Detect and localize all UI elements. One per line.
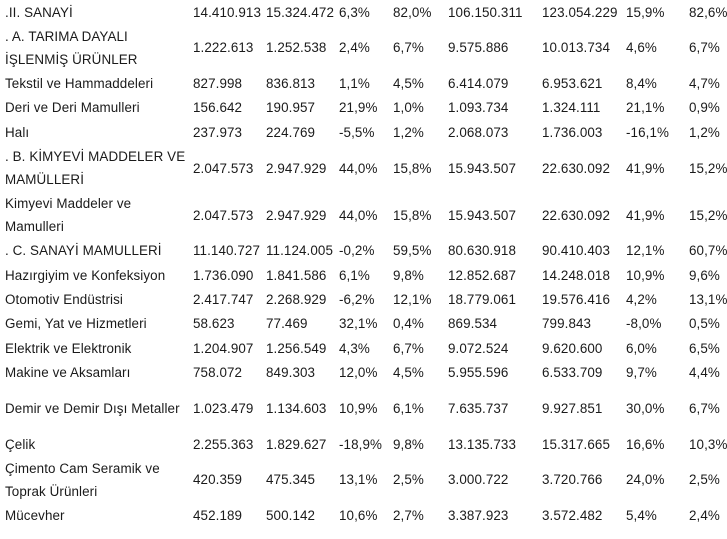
cell-value: 14.410.913 — [193, 4, 262, 20]
cell-value: 82,0% — [393, 4, 432, 20]
cell-value: 6.533.709 — [542, 365, 603, 381]
row-label: . C. SANAYİ MAMULLERİ — [5, 243, 162, 259]
table-row — [0, 312, 717, 336]
cell-value: 2.947.929 — [266, 207, 327, 223]
cell-value: 15,2% — [689, 207, 727, 223]
cell-value: 9.072.524 — [448, 340, 509, 356]
cell-value: 12,1% — [626, 243, 665, 259]
cell-value: 15,9% — [626, 4, 665, 20]
cell-value: 2.047.573 — [193, 207, 254, 223]
cell-value: 4,2% — [626, 292, 657, 308]
cell-value: 10,9% — [626, 267, 665, 283]
cell-value: 13.135.733 — [448, 436, 517, 452]
row-label: Çimento Cam Seramik ve Toprak Ürünleri — [5, 460, 160, 499]
cell-value: 420.359 — [193, 472, 243, 488]
table-row — [0, 24, 717, 71]
cell-value: 0,5% — [689, 316, 720, 332]
cell-value: 827.998 — [193, 76, 243, 92]
row-label: Elektrik ve Elektronik — [5, 340, 132, 356]
cell-value: 15.317.665 — [542, 436, 611, 452]
cell-value: 2.947.929 — [266, 160, 327, 176]
cell-value: 10,9% — [339, 400, 378, 416]
row-label: .II. SANAYİ — [5, 4, 73, 20]
cell-value: -18,9% — [339, 436, 383, 452]
cell-value: 2.255.363 — [193, 436, 254, 452]
cell-value: 9,6% — [689, 267, 720, 283]
cell-value: 9,8% — [393, 267, 424, 283]
cell-value: 15.943.507 — [448, 160, 517, 176]
cell-value: 9.620.600 — [542, 340, 603, 356]
table-row — [0, 263, 717, 287]
cell-value: 2.268.929 — [266, 292, 327, 308]
cell-value: -0,2% — [339, 243, 375, 259]
cell-value: 2,5% — [689, 472, 720, 488]
cell-value: 1.134.603 — [266, 400, 327, 416]
cell-value: 9,8% — [393, 436, 424, 452]
row-label: Makine ve Aksamları — [5, 365, 131, 381]
cell-value: 12,1% — [393, 292, 432, 308]
cell-value: 190.957 — [266, 100, 316, 116]
cell-value: 11.140.727 — [193, 243, 261, 259]
cell-value: 0,4% — [393, 316, 424, 332]
cell-value: 1.023.479 — [193, 400, 254, 416]
row-label: Mücevher — [5, 507, 65, 523]
cell-value: 4,4% — [689, 365, 720, 381]
cell-value: 9,7% — [626, 365, 657, 381]
table-row — [0, 432, 717, 456]
table-row — [0, 336, 717, 360]
cell-value: 1.252.538 — [266, 40, 327, 56]
cell-value: 237.973 — [193, 124, 243, 140]
cell-value: 1.736.090 — [193, 267, 254, 283]
row-label: Demir ve Demir Dışı Metaller — [5, 400, 180, 416]
table-row — [0, 192, 717, 239]
cell-value: 15,8% — [393, 207, 432, 223]
cell-value: 15.324.472 — [266, 4, 335, 20]
table-row — [0, 71, 717, 95]
cell-value: 1.829.627 — [266, 436, 327, 452]
cell-value: 0,9% — [689, 100, 720, 116]
cell-value: 2,4% — [689, 507, 720, 523]
cell-value: 15.943.507 — [448, 207, 517, 223]
table-row — [0, 145, 717, 192]
cell-value: 18.779.061 — [448, 292, 517, 308]
cell-value: 10,6% — [339, 507, 378, 523]
table-row — [0, 456, 717, 503]
cell-value: 6,1% — [393, 400, 424, 416]
cell-value: 24,0% — [626, 472, 665, 488]
cell-value: 21,9% — [339, 100, 378, 116]
cell-value: 15,8% — [393, 160, 432, 176]
cell-value: 9.575.886 — [448, 40, 509, 56]
cell-value: 30,0% — [626, 400, 665, 416]
cell-value: 6,3% — [339, 4, 370, 20]
cell-value: 13,1% — [339, 472, 378, 488]
cell-value: 6.414.079 — [448, 76, 509, 92]
cell-value: 758.072 — [193, 365, 243, 381]
cell-value: 11.124.005 — [266, 243, 334, 259]
cell-value: 156.642 — [193, 100, 243, 116]
row-label: Otomotiv Endüstrisi — [5, 292, 123, 308]
row-label: . B. KİMYEVİ MADDELER VE MAMÜLLERİ — [5, 149, 186, 188]
row-label: Hazırgiyim ve Konfeksiyon — [5, 267, 166, 283]
cell-value: 1,2% — [689, 124, 720, 140]
cell-value: 41,9% — [626, 160, 665, 176]
row-label: Çelik — [5, 436, 36, 452]
cell-value: 869.534 — [448, 316, 498, 332]
row-label: Halı — [5, 124, 30, 140]
cell-value: -6,2% — [339, 292, 375, 308]
table-row — [0, 287, 717, 311]
cell-value: 836.813 — [266, 76, 316, 92]
table-row — [0, 96, 717, 120]
cell-value: 58.623 — [193, 316, 235, 332]
cell-value: 106.150.311 — [448, 4, 523, 20]
cell-value: 3.000.722 — [448, 472, 509, 488]
row-label: Kimyevi Maddeler ve Mamulleri — [5, 196, 132, 235]
cell-value: 7.635.737 — [448, 400, 509, 416]
cell-value: 4,7% — [689, 76, 720, 92]
cell-value: 6.953.621 — [542, 76, 603, 92]
cell-value: 90.410.403 — [542, 243, 611, 259]
cell-value: 1.324.111 — [542, 100, 601, 116]
cell-value: 4,3% — [339, 340, 370, 356]
cell-value: 13,1% — [689, 292, 727, 308]
cell-value: 4,6% — [626, 40, 657, 56]
cell-value: 32,1% — [339, 316, 378, 332]
cell-value: 4,5% — [393, 76, 424, 92]
cell-value: 4,5% — [393, 365, 424, 381]
table-row — [0, 503, 717, 527]
cell-value: 3.387.923 — [448, 507, 509, 523]
table-row — [0, 361, 717, 385]
cell-value: 14.248.018 — [542, 267, 611, 283]
cell-value: 19.576.416 — [542, 292, 611, 308]
cell-value: 12,0% — [339, 365, 378, 381]
cell-value: 6,5% — [689, 340, 720, 356]
cell-value: 6,0% — [626, 340, 657, 356]
cell-value: 1.222.613 — [193, 40, 254, 56]
cell-value: 10,3% — [689, 436, 727, 452]
cell-value: 123.054.229 — [542, 4, 618, 20]
cell-value: 500.142 — [266, 507, 316, 523]
cell-value: 849.303 — [266, 365, 316, 381]
cell-value: 452.189 — [193, 507, 243, 523]
cell-value: 6,1% — [339, 267, 370, 283]
cell-value: 6,7% — [393, 40, 424, 56]
cell-value: 475.345 — [266, 472, 316, 488]
cell-value: 1.256.549 — [266, 340, 327, 356]
cell-value: 1,1% — [339, 76, 370, 92]
row-label: . A. TARIMA DAYALI İŞLENMİŞ ÜRÜNLER — [5, 28, 138, 67]
cell-value: 21,1% — [626, 100, 665, 116]
cell-value: 1.204.907 — [193, 340, 254, 356]
cell-value: 2,5% — [393, 472, 424, 488]
cell-value: 3.720.766 — [542, 472, 603, 488]
cell-value: 80.630.918 — [448, 243, 517, 259]
cell-value: 1,2% — [393, 124, 424, 140]
cell-value: 10.013.734 — [542, 40, 611, 56]
row-label: Deri ve Deri Mamulleri — [5, 100, 140, 116]
cell-value: 15,2% — [689, 160, 727, 176]
cell-value: 5.955.596 — [448, 365, 509, 381]
cell-value: 12.852.687 — [448, 267, 517, 283]
cell-value: 44,0% — [339, 160, 378, 176]
table-row — [0, 0, 717, 24]
cell-value: -16,1% — [626, 124, 670, 140]
table-row — [0, 385, 717, 432]
cell-value: 16,6% — [626, 436, 665, 452]
cell-value: 1.841.586 — [266, 267, 327, 283]
cell-value: -5,5% — [339, 124, 375, 140]
cell-value: 2,7% — [393, 507, 424, 523]
cell-value: 44,0% — [339, 207, 378, 223]
cell-value: 60,7% — [689, 243, 727, 259]
cell-value: 82,6% — [689, 4, 727, 20]
row-label: Tekstil ve Hammaddeleri — [5, 76, 154, 92]
cell-value: 6,7% — [689, 40, 720, 56]
table-row — [0, 239, 717, 263]
cell-value: 1,0% — [393, 100, 424, 116]
cell-value: 22.630.092 — [542, 160, 611, 176]
cell-value: 2.068.073 — [448, 124, 509, 140]
cell-value: 8,4% — [626, 76, 657, 92]
cell-value: 1.736.003 — [542, 124, 603, 140]
cell-value: 2,4% — [339, 40, 370, 56]
cell-value: 3.572.482 — [542, 507, 603, 523]
cell-value: 59,5% — [393, 243, 432, 259]
cell-value: 77.469 — [266, 316, 308, 332]
cell-value: 799.843 — [542, 316, 592, 332]
cell-value: 9.927.851 — [542, 400, 603, 416]
table-row — [0, 120, 717, 144]
cell-value: -8,0% — [626, 316, 662, 332]
cell-value: 5,4% — [626, 507, 657, 523]
cell-value: 224.769 — [266, 124, 316, 140]
cell-value: 2.417.747 — [193, 292, 254, 308]
cell-value: 41,9% — [626, 207, 665, 223]
cell-value: 1.093.734 — [448, 100, 509, 116]
cell-value: 6,7% — [689, 400, 720, 416]
cell-value: 22.630.092 — [542, 207, 611, 223]
row-label: Gemi, Yat ve Hizmetleri — [5, 316, 147, 332]
cell-value: 6,7% — [393, 340, 424, 356]
cell-value: 2.047.573 — [193, 160, 254, 176]
